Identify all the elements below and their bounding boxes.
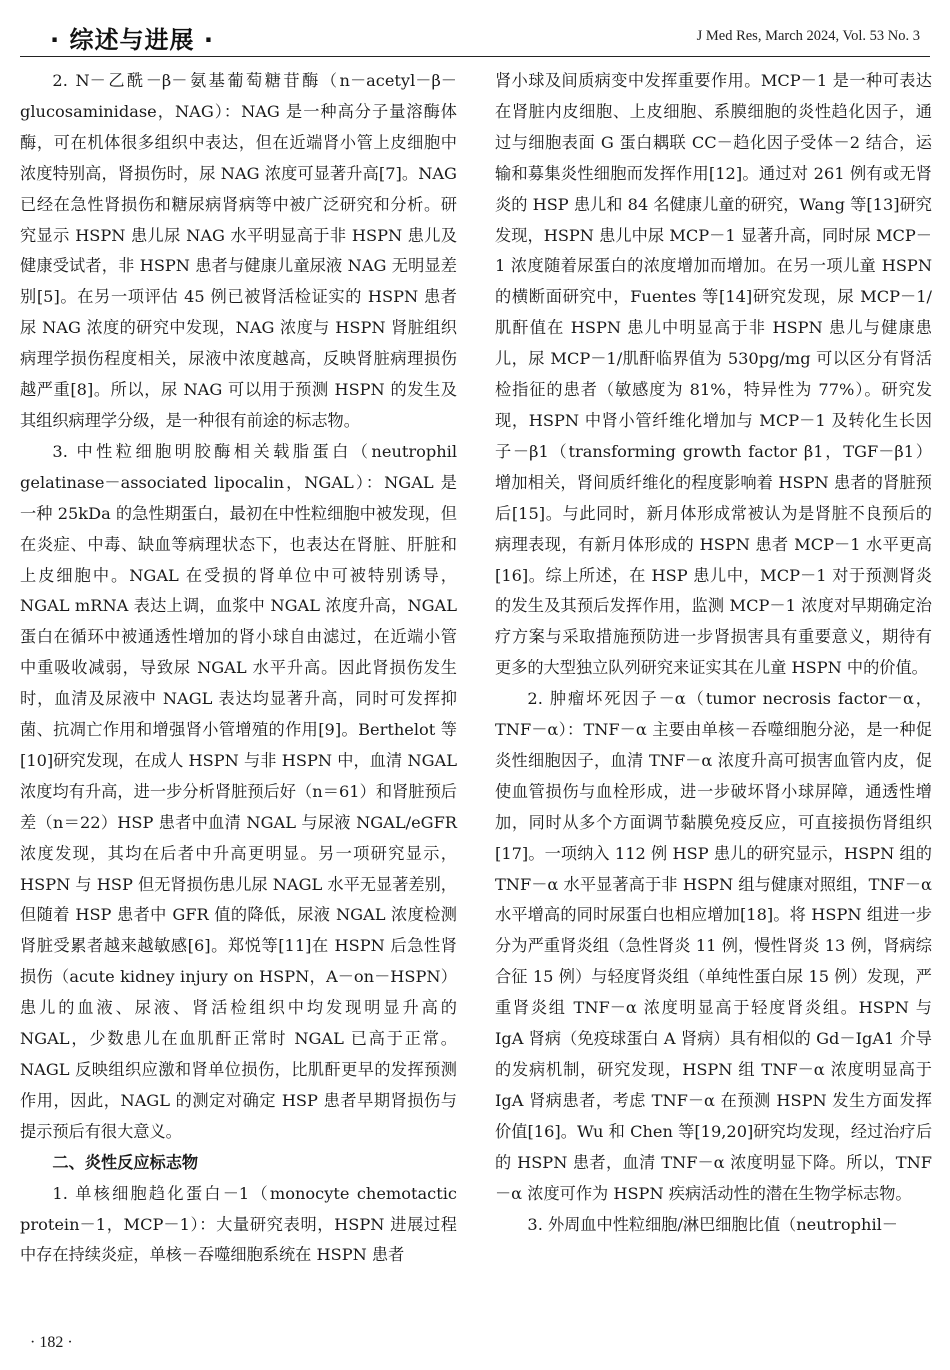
page-number: · 182 · — [30, 1334, 73, 1351]
left-column — [20, 66, 457, 1271]
paragraph-mcp1-cont: 肾小球及间质病变中发挥重要作用。MCP－1 是一种可表达在肾脏内皮细胞、上皮细胞、系膜细胞的炎性趋化因子，通过与细胞表面 G 蛋白耦联 CC－趋化因子受体－2 结合，运输和募集炎性细胞而发挥作用[12]。通过对 261 例有或无肾炎的 HSP 患儿和 84 名健康儿童的研究，Wang 等[13]研究发现，HSPN 患儿中尿 MCP－1 显著升高，同时尿 MCP－1 浓度随着尿蛋白的浓度增加而增加。在另一项儿童 HSPN 的横断面研究中，Fuentes 等[14]研究发现，尿 MCP－1/肌酐值在 HSPN 患儿中明显高于非 HSPN 患儿与健康患儿，尿 MCP－1/肌酐临界值为 530pg/mg 可以区分有肾活检指征的患者（敏感度为 81%，特异性为 77%）。研究发现，HSPN 中肾小管纤维化增加与 MCP－1 及转化生长因子－β1（transforming growth factor β1，TGF－β1）增加相关，肾间质纤维化的程度影响着 HSPN 患者的肾脏预后[15]。与此同时，新月体形成常被认为是肾脏不良预后的病理表现，有新月体形成的 HSPN 患者 MCP－1 水平更高[16]。综上所述，在 HSP 患儿中，MCP－1 对于预测肾炎的发生及其预后发挥作用，监测 MCP－1 浓度对早期确定治疗方案与采取措施预防进一步肾损害具有重要意义，期待有更多的大型独立队列研究来证实其在儿童 HSPN 中的价值。 — [495, 71, 932, 678]
section-title: · 综述与进展 · — [50, 26, 214, 54]
page-header — [20, 12, 930, 54]
header-rule — [20, 56, 930, 57]
paragraph-tnf: 2. 肿瘤坏死因子－α（tumor necrosis factor－α，TNF－α）：TNF－α 主要由单核－吞噬细胞分泌，是一种促炎性细胞因子，血清 TNF－α 浓度升高可损害血管内皮，促使血管损伤与血栓形成，进一步破坏肾小球屏障，通透性增加，同时从多个方面调节黏膜免疫反应，可直接损伤肾组织[17]。一项纳入 112 例 HSP 患儿的研究显示，HSPN 组的 TNF－α 水平显著高于非 HSPN 组与健康对照组，TNF－α 水平增高的同时尿蛋白也相应增加[18]。将 HSPN 组进一步分为严重肾炎组（急性肾炎 11 例，慢性肾炎 13 例，肾病综合征 15 例）与轻度肾炎组（单纯性蛋白尿 15 例）发现，严重肾炎组 TNF－α 浓度明显高于轻度肾炎组。HSPN 与 IgA 肾病（免疫球蛋白 A 肾病）具有相似的 Gd－IgA1 介导的发病机制，研究发现，HSPN 组 TNF－α 浓度明显高于 IgA 肾病患者，考虑 TNF－α 在预测 HSPN 发生方面发挥价值[16]。Wu 和 Chen 等[19,20]研究均发现，经过治疗后的 HSPN 患者，血清 TNF－α 浓度明显下降。所以，TNF－α 浓度可作为 HSPN 疾病活动性的潜在生物学标志物。 — [495, 689, 932, 1203]
paragraph-nag: 2. N－乙酰－β－氨基葡萄糖苷酶（n－acetyl－β－glucosaminidase，NAG）：NAG 是一种高分子量溶酶体酶，可在机体很多组织中表达，但在近端肾小管上皮细胞中浓度特别高，肾损伤时，尿 NAG 浓度可显著升高[7]。NAG 已经在急性肾损伤和糖尿病肾病等中被广泛研究和分析。研究显示 HSPN 患儿尿 NAG 水平明显高于非 HSPN 患儿及健康受试者，非 HSPN 患者与健康儿童尿液 NAG 无明显差别[5]。在另一项评估 45 例已被肾活检证实的 HSPN 患者尿 NAG 浓度的研究中发现，NAG 浓度与 HSPN 肾脏组织病理学损伤程度相关，尿液中浓度越高，反映肾脏病理损伤越严重[8]。所以，尿 NAG 可以用于预测 HSPN 的发生及其组织病理学分级，是一种很有前途的标志物。 — [20, 71, 457, 430]
paragraph-ngal: 3. 中性粒细胞明胶酶相关载脂蛋白（neutrophil gelatinase－associated lipocalin，NGAL）：NGAL 是一种 25kDa 的急性期蛋白，最初在中性粒细胞中被发现，但在炎症、中毒、缺血等病理状态下，也表达在肾脏、肝脏和上皮细胞中。NGAL 在受损的肾单位中可被特别诱导，NGAL mRNA 表达上调，血浆中 NGAL 浓度升高，NGAL 蛋白在循环中被通透性增加的肾小球自由滤过，在近端小管中重吸收减弱，导致尿 NGAL 水平升高。因此肾损伤发生时，血清及尿液中 NAGL 表达均显著升高，同时可发挥抑菌、抗凋亡作用和增强肾小管增殖的作用[9]。Berthelot 等[10]研究发现，在成人 HSPN 与非 HSPN 中，血清 NGAL 浓度均有升高，进一步分析肾脏预后好（n＝61）和肾脏预后差（n＝22）HSP 患者中血清 NGAL 与尿液 NGAL/eGFR 浓度发现，其均在后者中升高更明显。另一项研究显示，HSPN 与 HSP 但无肾损伤患儿尿 NAGL 水平无显著差别，但随着 HSP 患者中 GFR 值的降低，尿液 NGAL 浓度检测肾脏受累者越来越敏感[6]。郑悦等[11]在 HSPN 后急性肾损伤（acute kidney injury on HSPN，A－on－HSPN）患儿的血液、尿液、肾活检组织中均发现明显升高的 NGAL，少数患儿在血肌酐正常时 NGAL 已高于正常。NAGL 反映组织应激和肾单位损伤，比肌酐更早的发挥预测作用，因此，NAGL 的测定对确定 HSP 患者早期肾损伤与提示预后有很大意义。 — [20, 441, 457, 1141]
paragraph-nlr: 3. 外周血中性粒细胞/淋巴细胞比值（neutrophil－ — [527, 1214, 898, 1234]
journal-citation: J Med Res, March 2024, Vol. 53 No. 3 — [696, 28, 920, 44]
right-column — [495, 66, 932, 1240]
paragraph-mcp1-start: 1. 单核细胞趋化蛋白－1（monocyte chemotactic protein－1，MCP－1）：大量研究表明，HSPN 进展过程中存在持续炎症，单核－吞噬细胞系统在 HSPN 患者 — [20, 1183, 457, 1265]
section-heading: 二、炎性反应标志物 — [52, 1152, 199, 1172]
